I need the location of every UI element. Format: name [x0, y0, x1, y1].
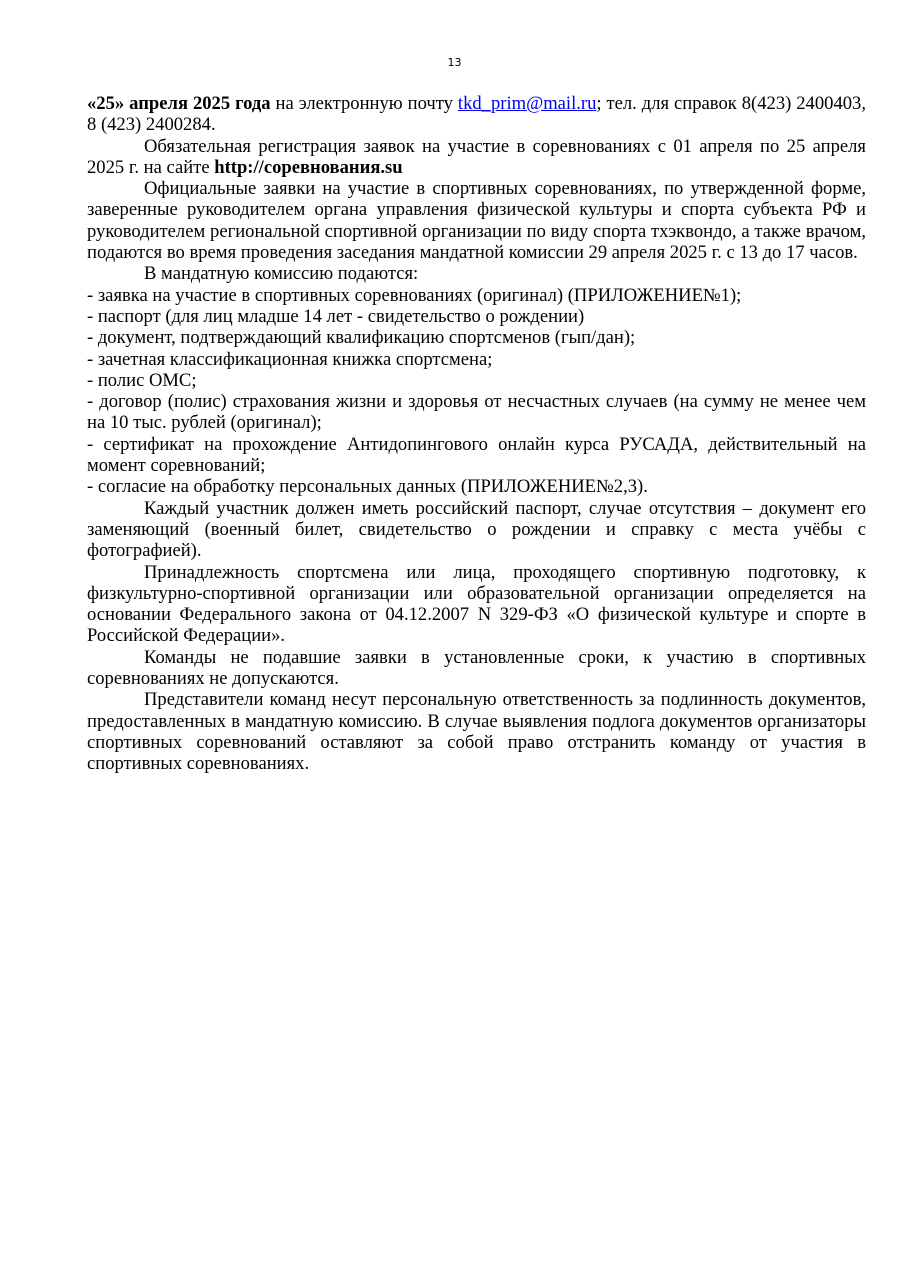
document-body	[87, 93, 866, 775]
document-list-item: - документ, подтверждающий квалификацию спортсменов (гып/дан);	[87, 327, 636, 349]
paragraph-responsibility: Представители команд несут персональную ответственность за подлинность документов, предоставленных в мандатную комиссию. В случае выявления подлога документов организаторы спортивных соревнований оставляют за собой право отстранить команду от участия в спортивных соревнованиях.	[87, 689, 866, 775]
phone-text: ; тел. для справок 8(423) 2400403, 8 (423) 2400284.	[87, 93, 866, 136]
paragraph-commission-intro: В мандатную комиссию подаются:	[144, 263, 419, 285]
document-list-item: - сертификат на прохождение Антидопингового онлайн курса РУСАДА, действительный на момент соревнований;	[87, 433, 866, 477]
registration-text: Обязательная регистрация заявок на участие в соревнованиях с 01 апреля по 25 апреля 2025 г. на сайте	[87, 135, 866, 178]
registration-site: http://соревнования.su	[214, 156, 403, 178]
document-list-item: - паспорт (для лиц младше 14 лет - свидетельство о рождении)	[87, 305, 585, 327]
paragraph-affiliation: Принадлежность спортсмена или лица, проходящего спортивную подготовку, к физкультурно-спортивной организации или образовательной организации определяется на основании Федерального закона от 04.12.2007 N 329-ФЗ «О физической культуре и спорте в Российской Федерации».	[87, 561, 866, 647]
document-list-item: - полис ОМС;	[87, 369, 197, 391]
paragraph-late-applications: Команды не подавшие заявки в установленные сроки, к участию в спортивных соревнованиях не допускаются.	[87, 646, 866, 690]
deadline-date: «25» апреля 2025 года	[87, 93, 271, 114]
paragraph-registration	[87, 136, 866, 179]
paragraph-passport: Каждый участник должен иметь российский паспорт, случае отсутствия – документ его заменяющий (военный билет, свидетельство о рождении и справку с места учёбы с фотографией).	[87, 497, 866, 562]
document-list-item: - зачетная классификационная книжка спортсмена;	[87, 348, 493, 370]
email-link[interactable]: tkd_prim@mail.ru	[457, 93, 597, 114]
document-list-item: - договор (полис) страхования жизни и здоровья от несчастных случаев (на сумму не менее чем на 10 тыс. рублей (оригинал);	[87, 391, 866, 434]
page-number: 13	[447, 56, 462, 69]
document-list-item: - заявка на участие в спортивных соревнованиях (оригинал) (ПРИЛОЖЕНИЕ№1);	[87, 284, 742, 306]
paragraph-official-applications: Официальные заявки на участие в спортивных соревнованиях, по утвержденной форме, заверенные руководителем органа управления физической культуры и спорта субъекта РФ и руководителем региональной спортивной организации по виду спорта тхэквондо, а также врачом, подаются во время проведения заседания мандатной комиссии 29 апреля 2025 г. с 13 до 17 часов.	[87, 178, 866, 264]
paragraph-deadline	[87, 93, 866, 136]
document-list-item: - согласие на обработку персональных данных (ПРИЛОЖЕНИЕ№2,3).	[87, 476, 648, 498]
deadline-text: на электронную почту	[270, 93, 458, 114]
